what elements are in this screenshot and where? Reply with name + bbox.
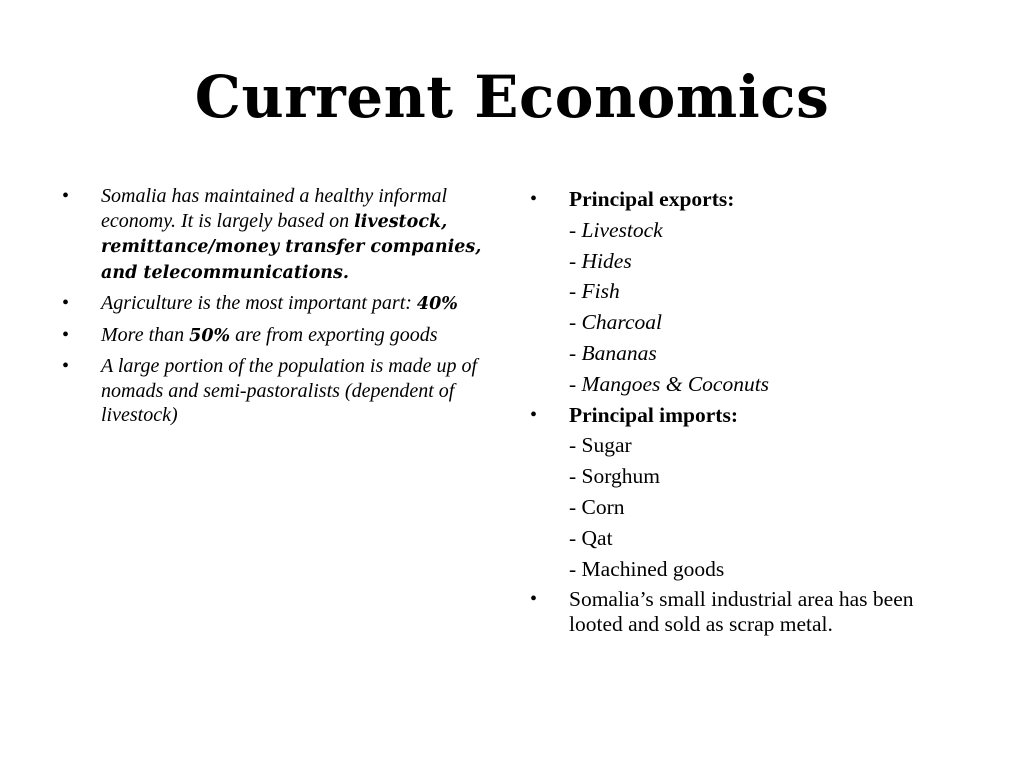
right-column bbox=[530, 184, 970, 637]
slide-title: Current Economics bbox=[194, 63, 830, 131]
import-item: - Sugar bbox=[569, 433, 632, 458]
exports-heading-colon: : bbox=[727, 187, 735, 211]
trade-list bbox=[530, 184, 970, 637]
bullet-bold-text: 40% bbox=[416, 294, 458, 314]
import-item: - Sorghum bbox=[569, 464, 660, 489]
export-item: - Charcoal bbox=[569, 310, 662, 335]
import-item: - Machined goods bbox=[569, 556, 725, 581]
import-item: - Corn bbox=[569, 494, 625, 519]
bullet-text: Somalia has maintained a healthy informal economy. It is largely based on bbox=[101, 185, 448, 232]
economy-facts-list bbox=[62, 184, 482, 428]
bullet-agriculture bbox=[62, 291, 482, 317]
import-item: - Qat bbox=[569, 525, 613, 550]
bullet-informal-economy bbox=[62, 184, 482, 285]
bullet-text: More than bbox=[101, 323, 190, 346]
exports-heading bbox=[530, 184, 970, 215]
export-item: - Mangoes & Coconuts bbox=[569, 371, 770, 396]
export-item: - Fish bbox=[569, 279, 620, 304]
industry-note: • Somalia’s small industrial area has been looted and sold as scrap metal. bbox=[530, 587, 970, 637]
bullet-population bbox=[62, 354, 482, 428]
export-item: - Hides bbox=[569, 248, 632, 273]
export-item: - Livestock bbox=[569, 217, 663, 242]
bullet-exports-share bbox=[62, 323, 482, 349]
left-column bbox=[62, 184, 482, 434]
bullet-text: Agriculture is the most important part: bbox=[101, 292, 417, 314]
bullet-text: are from exporting goods bbox=[230, 323, 438, 346]
imports-heading: • Principal imports: bbox=[530, 400, 970, 431]
bullet-text: A large portion of the population is made up of nomads and semi-pastoralists (dependent of livestock) bbox=[101, 355, 478, 426]
bullet-bold-text: livestock, remittance/money transfer companies, and telecommunications. bbox=[101, 211, 482, 283]
export-item: - Bananas bbox=[569, 340, 657, 365]
exports-heading-text: Principal exports bbox=[569, 187, 728, 211]
bullet-bold-text: 50% bbox=[189, 325, 231, 346]
